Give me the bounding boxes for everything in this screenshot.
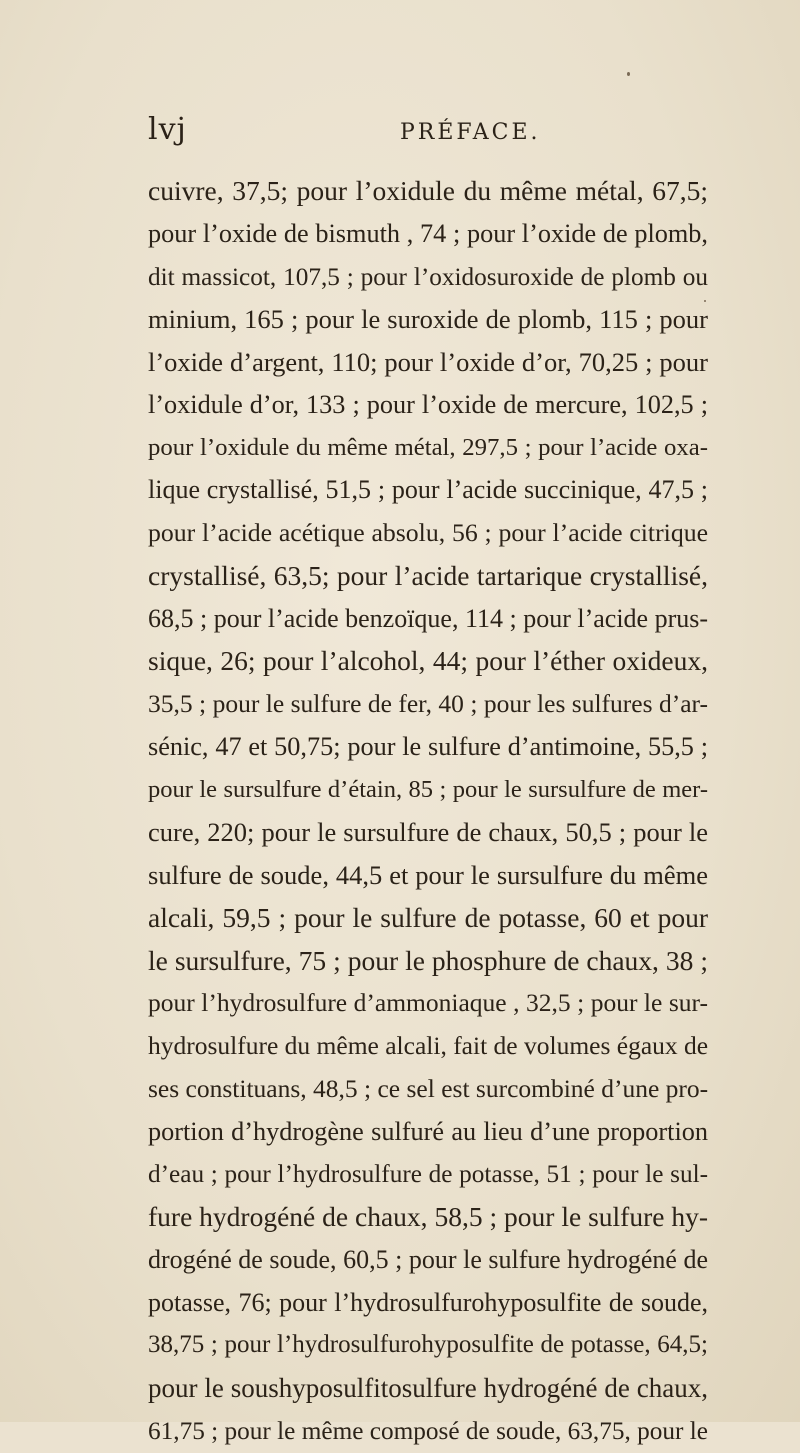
text-line: l’oxide d’argent, 110; pour l’oxide d’or, 70,25 ; pour — [148, 347, 708, 377]
page-number: lvj — [148, 112, 187, 147]
text-line: minium, 165 ; pour le suroxide de plomb, 115 ; pour — [148, 304, 708, 335]
text-line: cure, 220; pour le sursulfure de chaux, 50,5 ; pour le — [148, 817, 708, 848]
text-line: hydrosulfure du même alcali, fait de volumes égaux de — [148, 1031, 709, 1060]
text-line: 35,5 ; pour le sulfure de fer, 40 ; pour les sulfures d’ar- — [148, 689, 708, 718]
text-line: portion d’hydrogène sulfuré au lieu d’une proportion — [148, 1116, 708, 1146]
page-header — [148, 112, 708, 152]
text-line: le sursulfure, 75 ; pour le phosphure de chaux, 38 ; — [148, 944, 708, 976]
body-text — [148, 170, 708, 1453]
running-head: PRÉFACE. — [400, 120, 541, 145]
text-line: pour le sursulfure d’étain, 85 ; pour le sursulfure de mer- — [148, 775, 708, 803]
text-line: ses constituans, 48,5 ; ce sel est surcombiné d’une pro- — [148, 1073, 709, 1103]
text-line: pour l’oxidule du même métal, 297,5 ; pour l’acide oxa- — [148, 433, 708, 461]
text-line: pour l’acide acétique absolu, 56 ; pour l’acide citrique — [148, 518, 708, 547]
text-line: sique, 26; pour l’alcohol, 44; pour l’éther oxideux, — [148, 645, 708, 677]
text-line: cuivre, 37,5; pour l’oxidule du même métal, 67,5; — [148, 175, 708, 206]
text-line: l’oxidule d’or, 133 ; pour l’oxide de mercure, 102,5 ; — [148, 389, 708, 419]
paper-speck — [627, 72, 630, 76]
text-line: crystallisé, 63,5; pour l’acide tartarique crystallisé, — [148, 559, 708, 591]
text-line: potasse, 76; pour l’hydrosulfurohyposulfite de soude, — [148, 1287, 708, 1317]
text-line: lique crystallisé, 51,5 ; pour l’acide succinique, 47,5 ; — [148, 475, 708, 505]
text-line: sulfure de soude, 44,5 et pour le sursulfure du même — [148, 860, 708, 890]
text-line: 61,75 ; pour le même composé de soude, 63,75, pour le — [148, 1416, 708, 1445]
text-line: d’eau ; pour l’hydrosulfure de potasse, 51 ; pour le sul- — [148, 1160, 708, 1189]
text-line: 38,75 ; pour l’hydrosulfurohyposulfite de potasse, 64,5; — [148, 1331, 708, 1359]
text-line: sénic, 47 et 50,75; pour le sulfure d’antimoine, 55,5 ; — [148, 731, 708, 761]
text-line: fure hydrogéné de chaux, 58,5 ; pour le sulfure hy- — [148, 1201, 708, 1232]
paper-speck — [704, 300, 706, 302]
text-line: pour l’oxide de bismuth , 74 ; pour l’oxide de plomb, — [148, 218, 708, 248]
text-line: pour l’hydrosulfure d’ammoniaque , 32,5 ; pour le sur- — [148, 988, 708, 1018]
text-line: pour le soushyposulfitosulfure hydrogéné de chaux, — [148, 1373, 708, 1403]
text-line: drogéné de soude, 60,5 ; pour le sulfure hydrogéné de — [148, 1244, 708, 1274]
text-line: dit massicot, 107,5 ; pour l’oxidosuroxide de plomb ou — [148, 262, 708, 291]
text-line: alcali, 59,5 ; pour le sulfure de potasse, 60 et pour — [148, 901, 708, 933]
text-line: 68,5 ; pour l’acide benzoïque, 114 ; pour l’acide prus- — [148, 603, 709, 633]
